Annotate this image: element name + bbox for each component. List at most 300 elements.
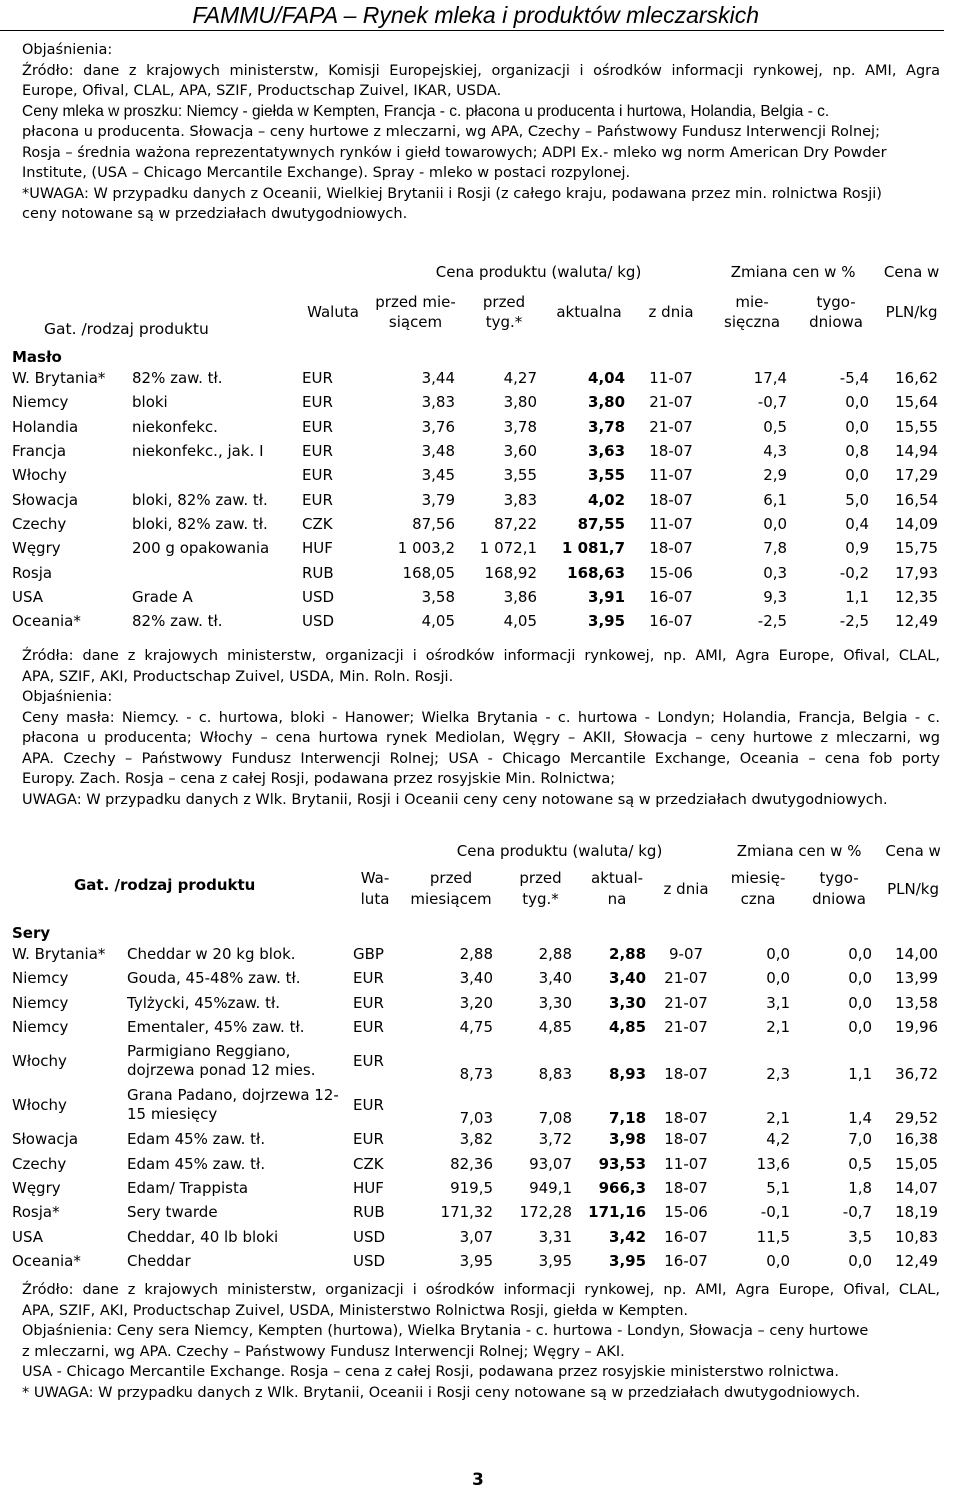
cell-weekly: 1,4 <box>848 1109 873 1128</box>
cell-prev-month: 3,58 <box>421 587 456 606</box>
cell-prev-month: 2,88 <box>459 945 494 964</box>
cell-monthly: 13,6 <box>756 1154 791 1173</box>
cell-date: 16-07 <box>649 587 693 606</box>
note-line: UWAGA: W przypadku danych z Wlk. Brytanii, Rosji i Oceanii ceny ceny notowane są w przedziałach dwutygodniowych. <box>22 791 888 808</box>
cell-date: 21-07 <box>664 993 708 1012</box>
cell-type <box>128 560 298 584</box>
header-date: z dnia <box>663 880 709 898</box>
cell-current: 87,55 <box>577 514 626 533</box>
cell-currency: EUR <box>302 466 333 485</box>
cell-currency: EUR <box>353 1130 384 1149</box>
cell-date: 11-07 <box>649 369 693 388</box>
note-line: z mleczarni, wg APA. Czechy – Państwowy Fundusz Interwencji Rolnej; Węgry – AKI. <box>22 1343 625 1360</box>
cell-pln: 14,07 <box>895 1178 939 1197</box>
cell-current: 4,02 <box>588 490 626 509</box>
section-title: Masło <box>12 348 62 366</box>
cell-current: 3,42 <box>609 1227 647 1246</box>
cell-current: 93,53 <box>598 1154 647 1173</box>
cell-weekly: 0,0 <box>845 466 870 485</box>
page-header <box>0 0 944 31</box>
cell-prev-month: 919,5 <box>450 1178 494 1197</box>
cell-country: Oceania* <box>12 612 81 631</box>
cell-type: bloki, 82% zaw. tł. <box>132 490 268 509</box>
cell-pln: 12,35 <box>895 587 939 606</box>
note-line: Ceny masła: Niemcy. - c. hurtowa, bloki - Hanower; Wielka Brytania - c. hurtowa - Londyn; Holandia, Francja, Belgia - c. <box>22 709 940 726</box>
cell-pln: 15,55 <box>895 417 939 436</box>
cell-country: Niemcy <box>12 1018 69 1037</box>
cell-currency: EUR <box>353 969 384 988</box>
cell-monthly: -2,5 <box>757 612 788 631</box>
cell-monthly: 3,1 <box>766 993 791 1012</box>
header-group-pln: Cena w <box>885 842 941 860</box>
cell-current: 171,16 <box>588 1203 647 1222</box>
note-line: Objaśnienia: <box>22 42 113 58</box>
header-current: aktual- na <box>591 869 644 908</box>
header-monthly: mie- sięczna <box>724 293 781 331</box>
cell-pln: 15,64 <box>895 393 939 412</box>
cell-monthly: 0,5 <box>763 417 788 436</box>
table-row <box>8 585 946 609</box>
cell-country: Niemcy <box>12 393 69 412</box>
cell-prev-week: 3,60 <box>503 442 538 461</box>
table-row <box>8 463 946 487</box>
cell-date: 18-07 <box>664 1109 708 1128</box>
cell-monthly: 0,0 <box>766 969 791 988</box>
cell-currency: EUR <box>353 993 384 1012</box>
cell-currency: EUR <box>302 417 333 436</box>
cell-monthly: 2,9 <box>763 466 788 485</box>
cell-weekly: 7,0 <box>848 1130 873 1149</box>
cell-prev-week: 3,86 <box>503 587 538 606</box>
cell-country: W. Brytania* <box>12 945 106 964</box>
cell-type: Edam/ Trappista <box>127 1178 249 1197</box>
cell-type: Tylżycki, 45%zaw. tł. <box>127 993 281 1012</box>
cell-pln: 15,75 <box>895 539 939 558</box>
note-line: * UWAGA: W przypadku danych z Wlk. Brytanii, Oceanii i Rosji ceny notowane są w przedziałach dwutygodniowych. <box>22 1384 861 1401</box>
cell-type: Parmigiano Reggiano, dojrzewa ponad 12 mies. <box>127 1042 316 1080</box>
table-row <box>8 1015 946 1039</box>
cell-pln: 16,62 <box>895 369 939 388</box>
note-line: APA, SZIF, AKI, Productschap Zuivel, USDA, Min. Roln. Rosji. <box>22 668 454 685</box>
note-line: Źródła: dane z krajowych ministerstw, organizacji i ośrodków informacji rynkowej, np. AMI, Agra Europe, Ofival, CLAL, <box>22 648 940 664</box>
cell-monthly: 0,0 <box>766 945 791 964</box>
table-row <box>8 415 946 439</box>
cell-prev-week: 7,08 <box>538 1109 573 1128</box>
table-row <box>8 560 946 584</box>
cell-prev-month: 7,03 <box>459 1109 494 1128</box>
cell-country: Słowacja <box>12 1130 79 1149</box>
cell-pln: 14,09 <box>895 514 939 533</box>
cell-date: 21-07 <box>664 969 708 988</box>
cell-monthly: 5,1 <box>766 1178 791 1197</box>
cell-monthly: 2,1 <box>766 1109 791 1128</box>
cell-country: Węgry <box>12 539 61 558</box>
cell-date: 9-07 <box>669 945 704 964</box>
cell-date: 16-07 <box>664 1227 708 1246</box>
cell-weekly: 0,0 <box>845 417 870 436</box>
cell-type: Gouda, 45-48% zaw. tł. <box>127 969 301 988</box>
cell-type: bloki, 82% zaw. tł. <box>132 514 268 533</box>
cell-monthly: 4,3 <box>763 442 788 461</box>
note-line: ceny notowane są w przedziałach dwutygodniowych. <box>22 206 408 222</box>
cell-pln: 10,83 <box>895 1227 939 1246</box>
cell-current: 7,18 <box>609 1109 647 1128</box>
cell-weekly: 1,8 <box>848 1178 873 1197</box>
cell-current: 3,91 <box>588 587 626 606</box>
cell-currency: HUF <box>353 1178 384 1197</box>
table-row <box>8 1224 946 1248</box>
cell-prev-month: 3,83 <box>421 393 456 412</box>
cell-pln: 15,05 <box>895 1154 939 1173</box>
table-row <box>8 366 946 390</box>
cell-currency: EUR <box>353 1096 384 1115</box>
cell-current: 4,04 <box>588 369 626 388</box>
cell-prev-month: 3,48 <box>421 442 456 461</box>
cell-weekly: 3,5 <box>848 1227 873 1246</box>
cell-currency: HUF <box>302 539 333 558</box>
cell-weekly: 0,5 <box>848 1154 873 1173</box>
cell-current: 3,40 <box>609 969 647 988</box>
cell-prev-week: 3,30 <box>538 993 573 1012</box>
table-row <box>8 512 946 536</box>
cell-prev-month: 3,79 <box>421 490 456 509</box>
cell-weekly: -2,5 <box>839 612 870 631</box>
cell-monthly: 0,0 <box>763 514 788 533</box>
cell-weekly: 0,9 <box>845 539 870 558</box>
table-row <box>8 439 946 463</box>
notes-butter <box>22 646 940 810</box>
cell-monthly: 6,1 <box>763 490 788 509</box>
table-row <box>8 1083 946 1127</box>
cell-country: Holandia <box>12 417 79 436</box>
cell-monthly: -0,1 <box>760 1203 791 1222</box>
header-prev-month: przed mie- siącem <box>375 293 456 331</box>
cell-pln: 16,54 <box>895 490 939 509</box>
note-line: Rosja – średnia ważona reprezentatywnych rynków i giełd towarowych; ADPI Ex.- mleko wg norm American Dry Powder <box>22 144 887 161</box>
cell-monthly: 0,3 <box>763 563 788 582</box>
cell-currency: RUB <box>302 563 334 582</box>
cell-type: Grana Padano, dojrzewa 12-15 miesięcy <box>127 1086 339 1124</box>
cell-currency: RUB <box>353 1203 385 1222</box>
cell-country: Niemcy <box>12 993 69 1012</box>
cell-current: 3,95 <box>609 1251 647 1270</box>
cell-weekly: 0,0 <box>848 1018 873 1037</box>
butter-price-table <box>8 258 946 633</box>
header-group-price: Cena produktu (waluta/ kg) <box>435 263 642 281</box>
cell-weekly: 0,8 <box>845 442 870 461</box>
cell-weekly: -0,7 <box>842 1203 873 1222</box>
cell-currency: GBP <box>353 945 384 964</box>
cell-currency: CZK <box>302 514 333 533</box>
cell-date: 16-07 <box>664 1251 708 1270</box>
cell-weekly: 0,0 <box>848 945 873 964</box>
cell-weekly: 0,0 <box>848 993 873 1012</box>
cell-weekly: 0,0 <box>848 969 873 988</box>
cell-prev-week: 3,40 <box>538 969 573 988</box>
table-row <box>8 1200 946 1224</box>
cell-country: Włochy <box>12 1052 67 1071</box>
cell-country: Włochy <box>12 466 67 485</box>
cell-type: Cheddar <box>127 1251 191 1270</box>
cell-country: USA <box>12 1227 44 1246</box>
cell-currency: EUR <box>302 369 333 388</box>
cell-prev-month: 3,45 <box>421 466 456 485</box>
table-row <box>8 536 946 560</box>
cell-weekly: 0,0 <box>848 1251 873 1270</box>
cell-type: Edam 45% zaw. tł. <box>127 1130 266 1149</box>
cell-country: Rosja* <box>12 1203 60 1222</box>
cell-pln: 16,38 <box>895 1130 939 1149</box>
cell-prev-month: 171,32 <box>440 1203 494 1222</box>
cell-prev-month: 3,40 <box>459 969 494 988</box>
header-weekly: tygo- dniowa <box>809 293 863 331</box>
cell-monthly: 7,8 <box>763 539 788 558</box>
cell-prev-month: 4,05 <box>421 612 456 631</box>
cell-current: 8,93 <box>609 1065 647 1084</box>
notes-top <box>22 40 940 225</box>
header-product: Gat. /rodzaj produktu <box>44 320 209 338</box>
cell-date: 11-07 <box>664 1154 708 1173</box>
table-row <box>8 991 946 1015</box>
cell-prev-month: 4,75 <box>459 1018 494 1037</box>
table-row <box>8 390 946 414</box>
notes-cheese <box>22 1280 940 1403</box>
cell-currency: EUR <box>353 1018 384 1037</box>
cell-date: 16-07 <box>649 612 693 631</box>
table-row <box>8 966 946 990</box>
header-prev-week: przed tyg.* <box>519 869 562 908</box>
cell-date: 15-06 <box>664 1203 708 1222</box>
cell-weekly: -0,2 <box>839 563 870 582</box>
cell-type <box>128 463 298 487</box>
cell-date: 18-07 <box>649 490 693 509</box>
cell-type: niekonfekc., jak. I <box>132 442 264 461</box>
cell-date: 18-07 <box>649 442 693 461</box>
cell-pln: 13,99 <box>895 969 939 988</box>
cell-date: 18-07 <box>664 1065 708 1084</box>
note-line: USA - Chicago Mercantile Exchange. Rosja – cena z całej Rosji, podawana przez rosyjskie ministerstwo rolnictwa. <box>22 1364 840 1380</box>
header-group-change: Zmiana cen w % <box>730 263 856 281</box>
cell-current: 4,85 <box>609 1018 647 1037</box>
cell-date: 18-07 <box>664 1130 708 1149</box>
table-row <box>8 1127 946 1151</box>
cell-pln: 18,19 <box>895 1203 939 1222</box>
cell-country: W. Brytania* <box>12 369 106 388</box>
cell-weekly: 1,1 <box>845 587 870 606</box>
cell-currency: USD <box>353 1227 386 1246</box>
cell-prev-week: 168,92 <box>484 563 538 582</box>
cell-date: 21-07 <box>649 393 693 412</box>
cell-type: Cheddar, 40 lb bloki <box>127 1227 279 1246</box>
cell-pln: 29,52 <box>895 1109 939 1128</box>
cell-prev-month: 3,20 <box>459 993 494 1012</box>
cell-pln: 14,94 <box>895 442 939 461</box>
header-currency: Wa- luta <box>360 869 390 908</box>
cell-currency: USD <box>302 612 335 631</box>
cell-pln: 17,29 <box>895 466 939 485</box>
cell-prev-week: 3,83 <box>503 490 538 509</box>
note-line: Ceny mleka w proszku: Niemcy - giełda w Kempten, Francja - c. płacona u producenta i hurtowa, Holandia, Belgia - c. <box>22 102 830 120</box>
cell-monthly: 4,2 <box>766 1130 791 1149</box>
cell-pln: 19,96 <box>895 1018 939 1037</box>
cell-prev-month: 82,36 <box>450 1154 494 1173</box>
cell-currency: USD <box>353 1251 386 1270</box>
table-row <box>8 609 946 633</box>
note-line: Źródło: dane z krajowych ministerstw, Komisji Europejskiej, organizacji i ośrodków informacji rynkowej, np. AMI, Agra <box>22 62 940 79</box>
header-weekly: tygo- dniowa <box>812 869 866 908</box>
cell-pln: 14,00 <box>895 945 939 964</box>
cell-pln: 12,49 <box>895 1251 939 1270</box>
cell-current: 3,30 <box>609 993 647 1012</box>
cell-current: 2,88 <box>609 945 647 964</box>
section-title: Sery <box>12 924 51 942</box>
cell-prev-month: 8,73 <box>459 1065 494 1084</box>
cell-current: 168,63 <box>567 563 626 582</box>
cell-currency: EUR <box>302 490 333 509</box>
cheese-price-table <box>8 838 946 1273</box>
cell-monthly: 0,0 <box>766 1251 791 1270</box>
header-pln-unit: PLN/kg <box>887 880 940 898</box>
cell-weekly: 5,0 <box>845 490 870 509</box>
cell-monthly: 17,4 <box>753 369 788 388</box>
cell-monthly: 2,3 <box>766 1065 791 1084</box>
note-line: Europe, Ofival, CLAL, APA, SZIF, Productschap Zuivel, IKAR, USDA. <box>22 83 502 99</box>
cell-weekly: 0,4 <box>845 514 870 533</box>
note-line: płacona u producenta. Słowacja – ceny hurtowe z mleczarni, wg APA, Czechy – Państwowy Fundusz Interwencji Rolnej; <box>22 124 880 140</box>
note-line: *UWAGA: W przypadku danych z Oceanii, Wielkiej Brytanii i Rosji (z całego kraju, podawana przez min. rolnictwa Rosji) <box>22 185 882 202</box>
cell-prev-month: 3,44 <box>421 369 456 388</box>
header-monthly: miesię- czna <box>730 869 786 908</box>
note-line: APA, SZIF, AKI, Productschap Zuivel, USDA, Ministerstwo Rolnictwa Rosji, giełda w Kempten. <box>22 1302 689 1319</box>
cell-country: Czechy <box>12 1154 67 1173</box>
header-group-price: Cena produktu (waluta/ kg) <box>456 842 663 860</box>
cell-weekly: -5,4 <box>839 369 870 388</box>
header-title: FAMMU/FAPA – Rynek mleka i produktów mleczarskich <box>192 2 759 28</box>
butter-table-body <box>8 366 946 633</box>
cell-prev-month: 3,07 <box>459 1227 494 1246</box>
cell-type: Edam 45% zaw. tł. <box>127 1154 266 1173</box>
cell-current: 3,63 <box>588 442 626 461</box>
cell-prev-week: 4,05 <box>503 612 538 631</box>
cell-current: 966,3 <box>598 1178 647 1197</box>
header-group-change: Zmiana cen w % <box>736 842 862 860</box>
header-prev-month: przed miesiącem <box>410 869 492 908</box>
cell-monthly: 9,3 <box>763 587 788 606</box>
cell-prev-week: 3,78 <box>503 417 538 436</box>
cell-date: 21-07 <box>664 1018 708 1037</box>
cell-pln: 13,58 <box>895 993 939 1012</box>
table-row <box>8 1176 946 1200</box>
cell-type: bloki <box>132 393 168 412</box>
header-date: z dnia <box>648 303 694 321</box>
cell-monthly: 11,5 <box>756 1227 791 1246</box>
cell-prev-week: 3,80 <box>503 393 538 412</box>
cell-date: 18-07 <box>664 1178 708 1197</box>
table-row <box>8 1249 946 1273</box>
cell-date: 18-07 <box>649 539 693 558</box>
cell-prev-week: 3,95 <box>538 1251 573 1270</box>
cell-prev-week: 1 072,1 <box>479 539 538 558</box>
note-line: Europy. Zach. Rosja – cena z całej Rosji, podawana przez rosyjskie Min. Rolnictwa; <box>22 771 616 787</box>
cell-date: 15-06 <box>649 563 693 582</box>
cell-current: 3,80 <box>588 393 626 412</box>
header-pln-unit: PLN/kg <box>885 303 938 321</box>
table-row <box>8 942 946 966</box>
note-line: Objaśnienia: <box>22 689 113 705</box>
note-line: APA. Czechy – Państwowy Fundusz Interwencji Rolnej; USA - Chicago Mercantile Exchange, Oceania – cena fob porty <box>22 750 940 767</box>
cell-current: 3,98 <box>609 1130 647 1149</box>
cell-type: niekonfekc. <box>132 417 218 436</box>
cell-type: Sery twarde <box>127 1203 218 1222</box>
cell-country: Słowacja <box>12 490 79 509</box>
cell-type: Cheddar w 20 kg blok. <box>127 945 296 964</box>
cell-prev-week: 3,31 <box>538 1227 573 1246</box>
cell-type: Ementaler, 45% zaw. tł. <box>127 1018 305 1037</box>
note-line: Institute, (USA – Chicago Mercantile Exchange). Spray - mleko w postaci rozpylonej. <box>22 165 631 181</box>
cell-weekly: 1,1 <box>848 1065 873 1084</box>
cell-country: Francja <box>12 442 67 461</box>
cell-current: 3,95 <box>588 612 626 631</box>
cell-prev-week: 172,28 <box>519 1203 573 1222</box>
cell-country: Włochy <box>12 1096 67 1115</box>
cell-prev-week: 4,85 <box>538 1018 573 1037</box>
cell-monthly: 2,1 <box>766 1018 791 1037</box>
cell-prev-month: 87,56 <box>412 514 456 533</box>
cell-pln: 36,72 <box>895 1065 939 1084</box>
cheese-table-body <box>8 942 946 1273</box>
cell-prev-month: 3,95 <box>459 1251 494 1270</box>
cell-prev-week: 93,07 <box>529 1154 573 1173</box>
note-line: Źródło: dane z krajowych ministerstw, organizacji i ośrodków informacji rynkowej, np. AMI, Agra Europe, Ofival, CLAL, <box>22 1282 940 1298</box>
cell-current: 1 081,7 <box>561 539 626 558</box>
header-group-pln: Cena w <box>883 263 940 281</box>
cell-type: 200 g opakowania <box>132 539 270 558</box>
cell-prev-week: 87,22 <box>494 514 538 533</box>
cell-prev-week: 4,27 <box>503 369 538 388</box>
cell-currency: CZK <box>353 1154 384 1173</box>
header-prev-week: przed tyg.* <box>482 293 526 331</box>
header-currency: Waluta <box>307 303 359 321</box>
table-row <box>8 1039 946 1083</box>
cell-monthly: -0,7 <box>757 393 788 412</box>
header-current: aktualna <box>556 303 622 321</box>
cell-prev-week: 8,83 <box>538 1065 573 1084</box>
cell-country: Węgry <box>12 1178 61 1197</box>
cell-type: 82% zaw. tł. <box>132 612 223 631</box>
cell-type: 82% zaw. tł. <box>132 369 223 388</box>
cell-prev-month: 3,82 <box>459 1130 494 1149</box>
cell-prev-week: 2,88 <box>538 945 573 964</box>
cell-current: 3,55 <box>588 466 626 485</box>
cell-date: 11-07 <box>649 514 693 533</box>
cell-pln: 17,93 <box>895 563 939 582</box>
cell-country: Oceania* <box>12 1251 81 1270</box>
cell-currency: USD <box>302 587 335 606</box>
cell-currency: EUR <box>302 393 333 412</box>
cell-current: 3,78 <box>588 417 626 436</box>
cell-prev-week: 949,1 <box>529 1178 573 1197</box>
cell-currency: EUR <box>302 442 333 461</box>
cell-prev-week: 3,55 <box>503 466 538 485</box>
cell-prev-month: 168,05 <box>402 563 456 582</box>
cell-country: Rosja <box>12 563 53 582</box>
cell-country: Niemcy <box>12 969 69 988</box>
table-row <box>8 1151 946 1175</box>
note-line: Objaśnienia: Ceny sera Niemcy, Kempten (hurtowa), Wielka Brytania - c. hurtowa - Londyn, Słowacja – ceny hurtowe <box>22 1323 869 1339</box>
cell-date: 11-07 <box>649 466 693 485</box>
note-line: płacona u producenta; Włochy – cena hurtowa rynek Mediolan, Węgry – AKII, Słowacja – ceny hurtowe z mleczarni, wg <box>22 730 940 746</box>
cell-date: 21-07 <box>649 417 693 436</box>
